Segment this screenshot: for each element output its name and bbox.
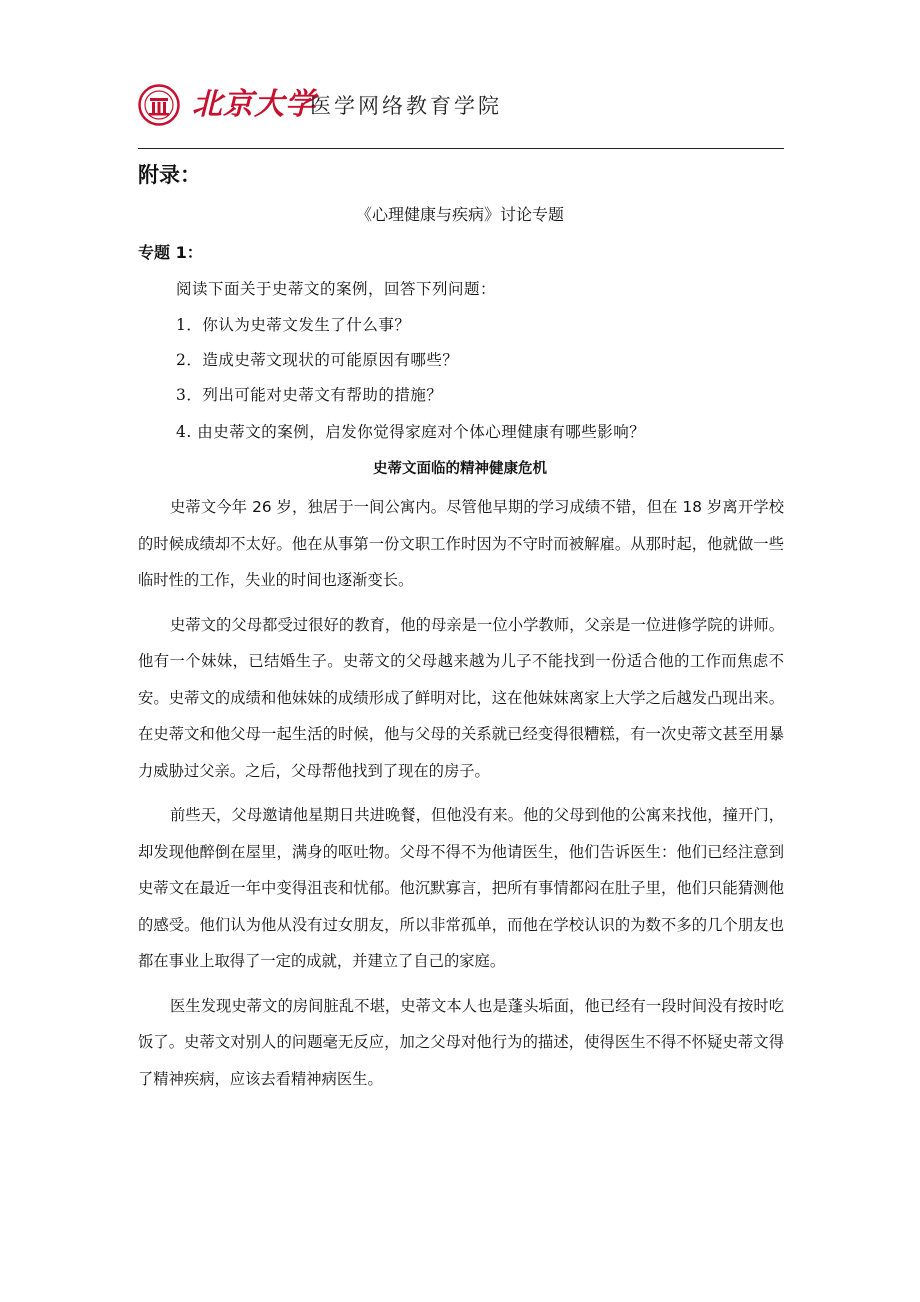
case-title: 史蒂文面临的精神健康危机 bbox=[373, 461, 547, 477]
question-item: 2．造成史蒂文现状的可能原因有哪些？ bbox=[176, 351, 459, 369]
case-paragraph: 前些天，父母邀请他星期日共进晚餐，但他没有来。他的父母到他的公寓来找他，撞开门，却发现他醉倒在屋里，满身的呕吐物。父母不得不为他请医生，他们告诉医生：他们已经注意到史蒂文在最近一年中变得沮丧和忧郁。他沉默寡言，把所有事情都闷在肚子里，他们只能猜测他的感受。他们认为他从没有过女朋友，所以非常孤单，而他在学校认识的为数不多的几个朋友也都在事业上取得了一定的成就，并建立了自己的家庭。 bbox=[138, 806, 784, 970]
document-title: 《心理健康与疾病》讨论专题 bbox=[355, 205, 564, 224]
topic-label: 专题 1： bbox=[138, 243, 203, 262]
case-paragraph: 史蒂文今年 26 岁，独居于一间公寓内。尽管他早期的学习成绩不错，但在 18 岁离开学校的时候成绩却不太好。他在从事第一份文职工作时因为不守时而被解雇。从那时起，他就做一些临时性的工作，失业的时间也逐渐变长。 bbox=[138, 498, 784, 589]
brand-name: 北京大学 bbox=[192, 87, 316, 122]
question-item: 1．你认为史蒂文发生了什么事？ bbox=[176, 316, 411, 334]
case-paragraph: 医生发现史蒂文的房间脏乱不堪，史蒂文本人也是蓬头垢面，他已经有一段时间没有按时吃饭了。史蒂文对别人的问题毫无反应，加之父母对他行为的描述，使得医生不得不怀疑史蒂文得了精神疾病，应该去看精神病医生。 bbox=[138, 996, 784, 1088]
appendix-label: 附录： bbox=[138, 163, 201, 187]
brand-subtitle: 医学网络教育学院 bbox=[310, 94, 502, 118]
intro-text: 阅读下面关于史蒂文的案例，回答下列问题： bbox=[176, 280, 497, 298]
question-item: 4. 由史蒂文的案例，启发你觉得家庭对个体心理健康有哪些影响？ bbox=[176, 423, 646, 441]
question-item: 3．列出可能对史蒂文有帮助的措施？ bbox=[176, 386, 443, 404]
case-body bbox=[138, 489, 784, 1105]
case-paragraph: 史蒂文的父母都受过很好的教育，他的母亲是一位小学教师，父亲是一位进修学院的讲师。他有一个妹妹，已结婚生子。史蒂文的父母越来越为儿子不能找到一份适合他的工作而焦虑不安。史蒂文的成绩和他妹妹的成绩形成了鲜明对比，这在他妹妹离家上大学之后越发凸现出来。在史蒂文和他父母一起生活的时候，他与父母的关系就已经变得很糟糕，有一次史蒂文甚至用暴力威胁过父亲。之后，父母帮他找到了现在的房子。 bbox=[138, 615, 784, 780]
page-header bbox=[138, 84, 788, 124]
header-divider bbox=[138, 148, 784, 149]
university-seal-icon bbox=[138, 84, 180, 126]
